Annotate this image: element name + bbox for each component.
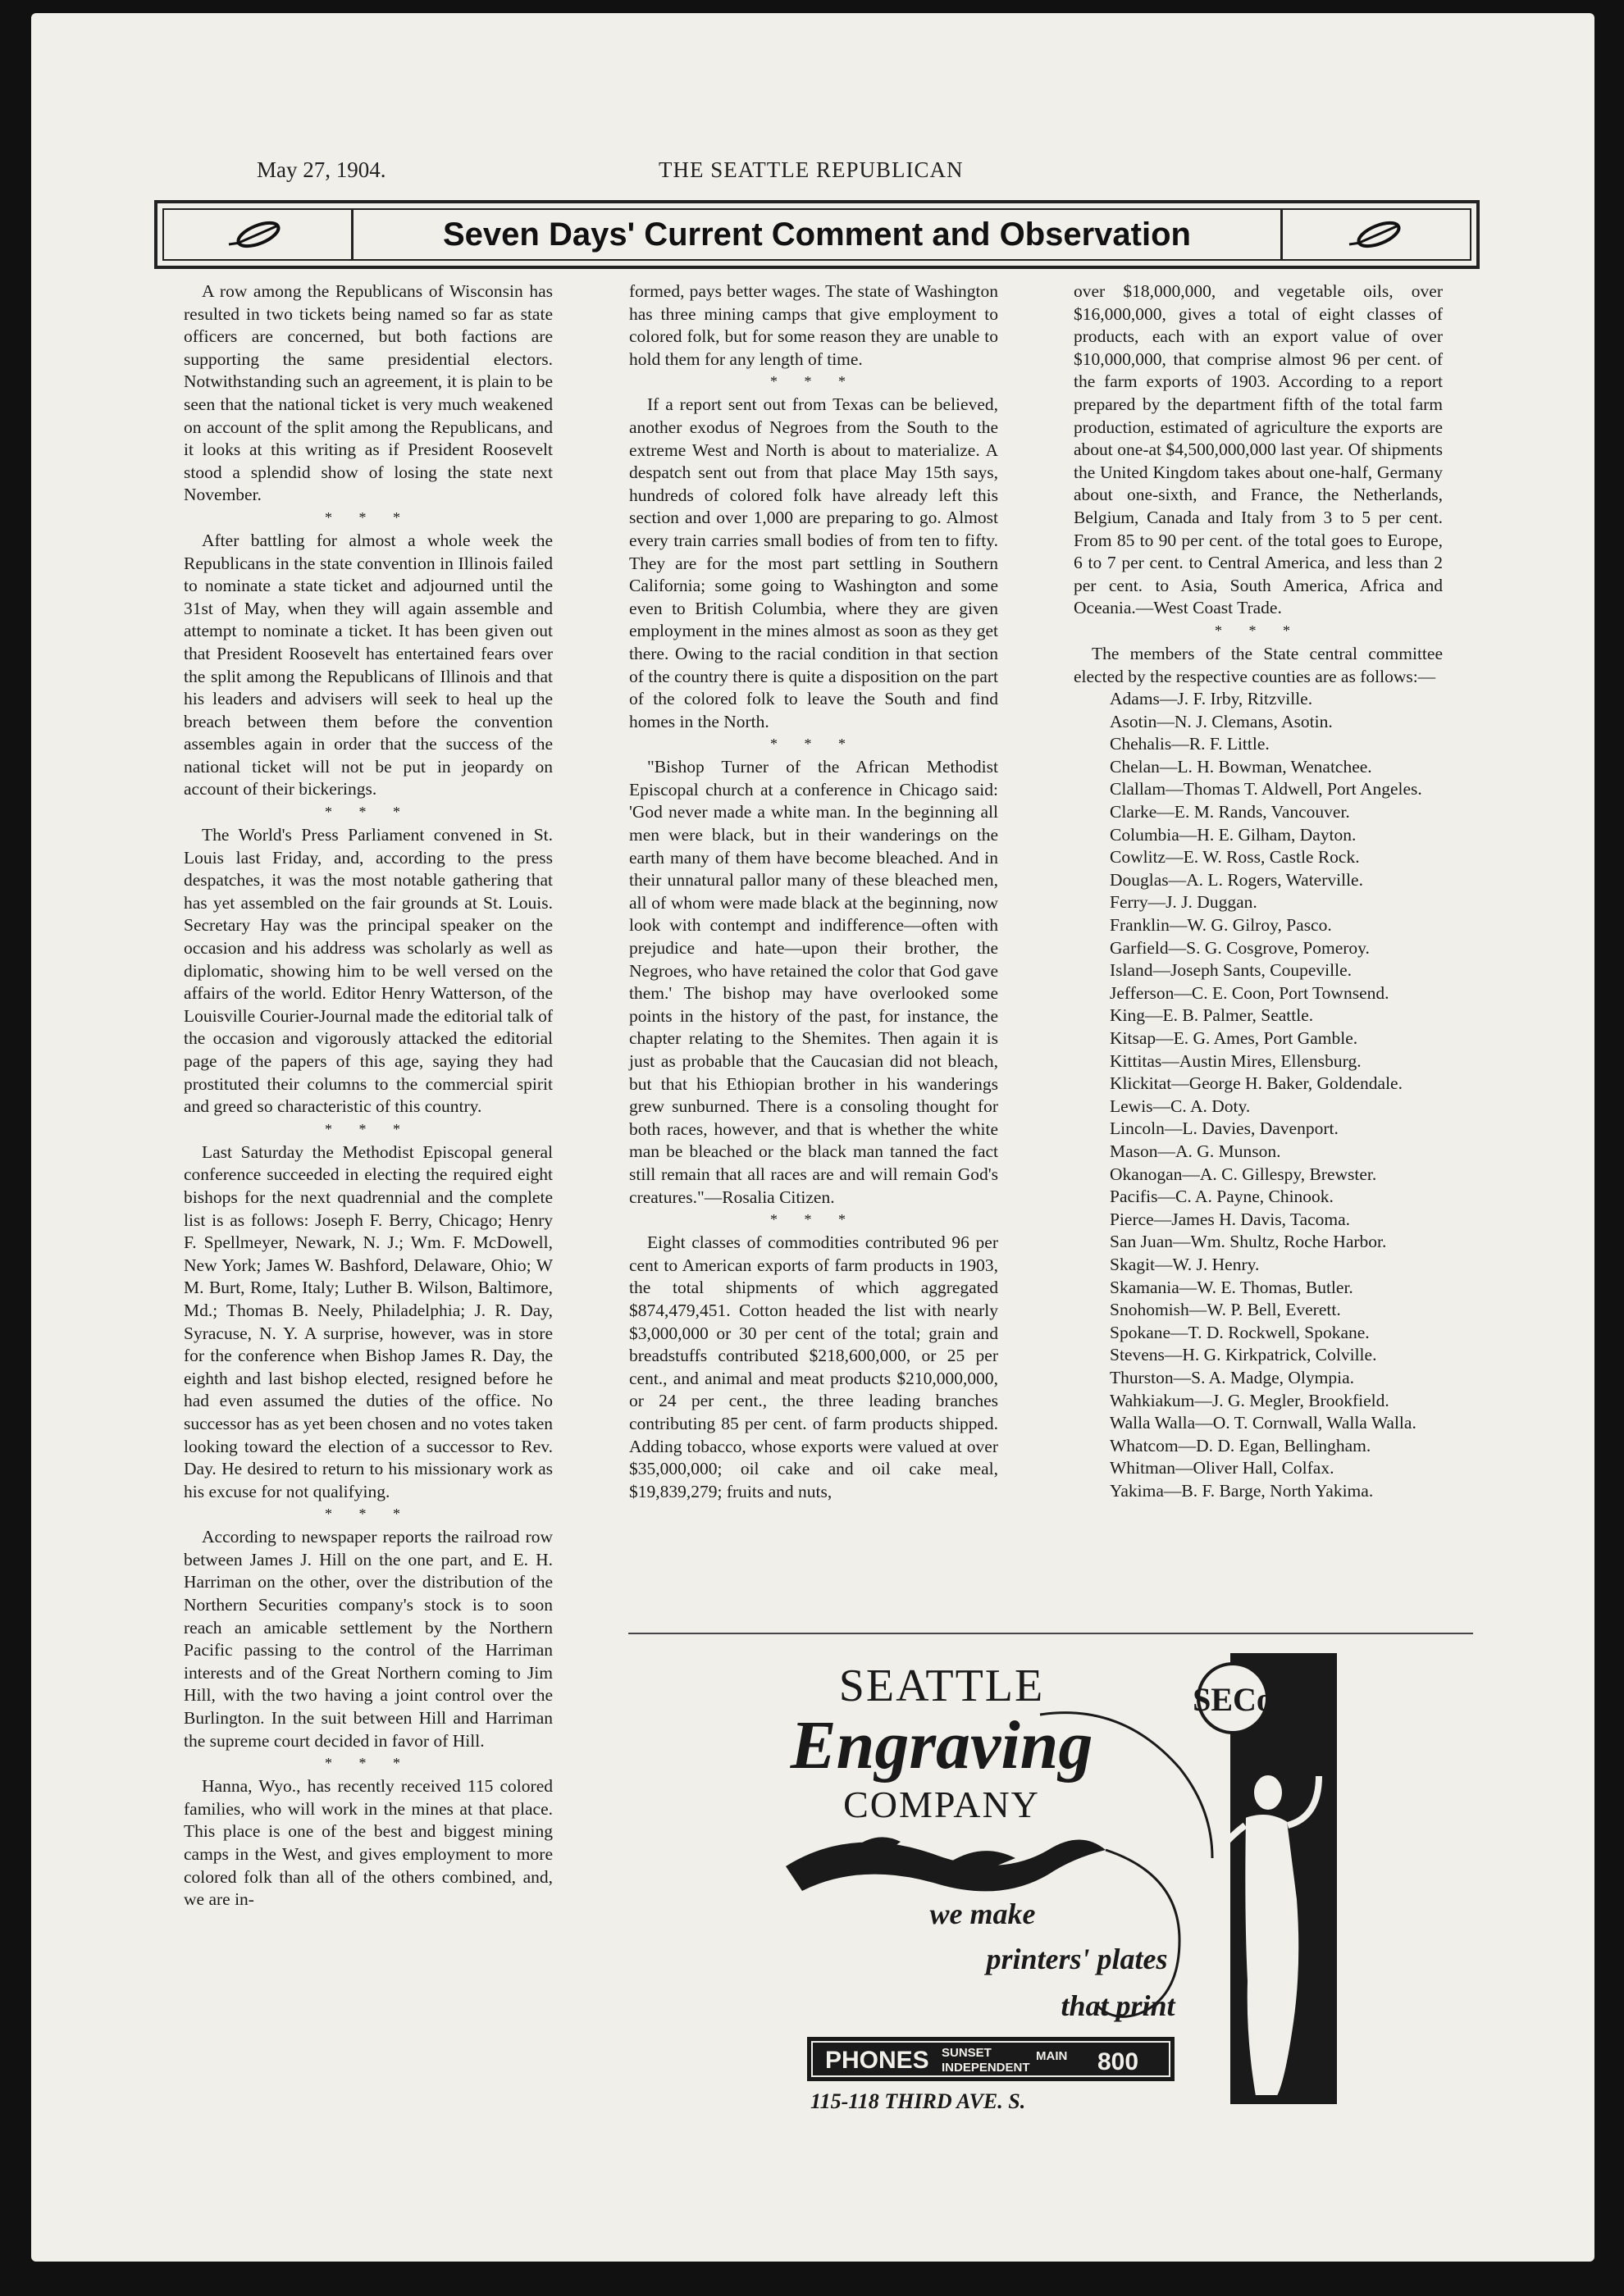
ad-artwork	[753, 1653, 1360, 2129]
county-list	[1074, 688, 1443, 1502]
county-entry: Yakima—B. F. Barge, North Yakima.	[1110, 1480, 1374, 1501]
leaf-ornament-icon	[1280, 208, 1471, 261]
county-entry: Skamania—W. E. Thomas, Butler.	[1110, 1277, 1353, 1297]
ad-slogan-1: we make	[929, 1897, 1036, 1930]
ad-monogram: SECo	[1193, 1681, 1273, 1718]
banner-title: Seven Days' Current Comment and Observation	[443, 216, 1191, 253]
separator: * * *	[770, 736, 857, 753]
seattle-engraving-ad	[753, 1653, 1360, 2129]
county-entry: Pacifis—C. A. Payne, Chinook.	[1110, 1187, 1334, 1207]
county-entry: Clarke—E. M. Rands, Vancouver.	[1110, 802, 1350, 822]
article-press-parliament: The World's Press Parliament convened in St. Louis last Friday, and, according to the press despatches, it was the most notable gathering that has yet assembled on the fair grounds at St. Louis. Secretary Hay was the principal speaker on the occasion and his address was scholarly as well as diplomatic, showing him to be well versed on the affairs of the world. Editor Henry Watterson, of the Louisville Courier-Journal made the editorial talk of the occasion and vigorously attacked the editorial page of the papers of this age, saying they had prostituted their columns to the commercial spirit and greed so characteristic of this country.	[184, 825, 553, 1117]
ad-line-company: COMPANY	[843, 1784, 1040, 1825]
ad-slogan-3: that print	[1061, 1989, 1175, 2022]
county-entry: Garfield—S. G. Cosgrove, Pomeroy.	[1110, 937, 1370, 958]
leaf-ornament-icon	[162, 208, 354, 261]
county-entry: Wahkiakum—J. G. Megler, Brookfield.	[1110, 1390, 1389, 1410]
ad-phones-number: 800	[1097, 2048, 1139, 2075]
article-farm-exports: Eight classes of commodities contributed 96 per cent to American exports of farm products in 1903, the total shipments of which aggregated $874,479,451. Cotton headed the list with nearly $3,000,000 or 30 per cent of the total; grain and breadstuffs contributed $218,600,000, or 25 per cent., and animal and meat products $210,000,000, or 24 per cent., the three leading branches contributing 85 per cent. of farm products shipped. Adding tobacco, whose exports were valued at over $35,000,000; oil cake and oil cake meal, $19,839,279; fruits and nuts,	[629, 1232, 998, 1501]
county-entry: Franklin—W. G. Gilroy, Pasco.	[1110, 915, 1332, 936]
article-bishop-turner: "Bishop Turner of the African Methodist Episcopal church at a conference in Chicago said: 'God never made a white man. In the beginning all men were black, but in their wanderings on the earth many of them have become bleached. And in their unnatural pallor many of these bleached men, all of whom were made black at the beginning, now look with contempt and indifference—often with prejudice and hate—upon their brother, the Negroes, who have retained the color that God gave them.' The bishop may have overlooked some points in the history of the past, for instance, the chapter relating to the Shemites. Then again it is just as probable that the Caucasian did not bleach, but that his Ethiopian brother in his wanderings grew sunburned. There is a consoling thought for both races, however, and that is whether the white man be bleached or the black man tanned the fact still remain that all races are and will remain God's creatures."—Rosalia Citizen.	[629, 757, 998, 1207]
column-2	[629, 280, 998, 1503]
column-rule	[628, 1633, 1473, 1634]
column-1	[184, 280, 553, 1911]
county-entry: Island—Joseph Sants, Coupeville.	[1110, 960, 1353, 981]
article-methodist-bishops: Last Saturday the Methodist Episcopal general conference succeeded in electing the required eight bishops for the next quadrennial and the complete list is as follows: Joseph F. Berry, Chicago; Henry F. Spellmeyer, Newark, N. J.; Wm. F. McDowell, New York; James W. Bashford, Delaware, Ohio; W M. Burt, Rome, Italy; Luther B. Wilson, Baltimore, Md.; Thomas B. Neely, Philadelphia; J. R. Day, Syracuse, N. Y. A surprise, however, was in store for the conference when Bishop James R. Day, the eighth and last bishop elected, resigned before he had even assumed the duties of the office. No successor has as yet been chosen and no votes taken looking toward the election of a successor to Rev. Day. He desired to return to his missionary work as his excuse for not qualifying.	[184, 1141, 553, 1501]
ad-slogan-2: printers' plates	[986, 1943, 1168, 1975]
county-entry: Lincoln—L. Davies, Davenport.	[1110, 1118, 1339, 1139]
county-entry: Walla Walla—O. T. Cornwall, Walla Walla.	[1110, 1413, 1416, 1433]
county-entry: Okanogan—A. C. Gillespy, Brewster.	[1110, 1164, 1377, 1184]
article-wisconsin: A row among the Republicans of Wisconsin has resulted in two tickets being named so far as state officers are concerned, but both factions are supporting the same presidential electors. Notwithstanding such an agreement, it is plain to be seen that the national ticket is very much weakened on account of the split among the Republicans, and it looks at this writing as if President Roosevelt stood a splendid show of losing the state next November.	[184, 281, 553, 505]
newspaper-page	[31, 13, 1594, 2262]
county-entry: Whitman—Oliver Hall, Colfax.	[1110, 1458, 1334, 1478]
county-entry: Lewis—C. A. Doty.	[1110, 1096, 1251, 1116]
ad-address: 115-118 THIRD AVE. S.	[810, 2089, 1026, 2113]
county-entry: Cowlitz—E. W. Ross, Castle Rock.	[1110, 847, 1360, 868]
county-entry: Snohomish—W. P. Bell, Everett.	[1110, 1300, 1341, 1320]
ad-phones-sunset: SUNSET	[942, 2046, 992, 2060]
separator: * * *	[325, 1755, 412, 1772]
ad-line-seattle: SEATTLE	[838, 1660, 1045, 1711]
county-entry: Whatcom—D. D. Egan, Bellingham.	[1110, 1435, 1371, 1456]
county-entry: Jefferson—C. E. Coon, Port Townsend.	[1110, 982, 1389, 1003]
running-head	[257, 157, 1446, 190]
ad-line-engraving: Engraving	[790, 1707, 1093, 1784]
issue-date: May 27, 1904.	[257, 157, 386, 182]
ad-phones-independent: INDEPENDENT	[942, 2061, 1030, 2075]
article-central-committee: The members of the State central committee elected by the respective counties are as follows:—	[1074, 643, 1443, 686]
county-entry: San Juan—Wm. Shultz, Roche Harbor.	[1110, 1232, 1387, 1252]
article-hanna-continued: formed, pays better wages. The state of Washington has three mining camps that give employment to colored folk, but for some reason they are unable to hold them for any length of time.	[629, 281, 998, 369]
separator: * * *	[325, 1120, 412, 1137]
county-entry: Stevens—H. G. Kirkpatrick, Colville.	[1110, 1345, 1377, 1365]
county-entry: Chehalis—R. F. Little.	[1110, 734, 1270, 754]
county-entry: Adams—J. F. Irby, Ritzville.	[1110, 689, 1313, 709]
article-farm-exports-continued: over $18,000,000, and vegetable oils, over $16,000,000, gives a total of eight classes of products, each with an export value of over $10,000,000, that comprise almost 96 per cent. of the farm exports of 1903. According to a report prepared by the department fifth of the total farm production, estimated of agriculture the exports are about one-at $4,500,000,000 last year. Of shipments the United Kingdom takes about one-half, Germany about one-sixth, and France, the Netherlands, Belgium, Canada and Italy from 3 to 5 per cent. From 85 to 90 per cent. of the total goes to Europe, 6 to 7 per cent. to Central America, and less than 2 per cent. to Asia, South America, Africa and Oceania.—West Coast Trade.	[1074, 281, 1443, 618]
article-railroad-row: According to newspaper reports the railroad row between James J. Hill on the one part, and E. H. Harriman on the other, over the distribution of the Northern Securities company's stock is to soon reach an amicable settlement by the Northern Pacific passing to the control of the Harriman interests and of the Great Northern coming to Jim Hill, with the two having a joint control over the Burlington. In the suit between Hill and Harriman the supreme court decided in favor of Hill.	[184, 1527, 553, 1751]
county-entry: Kitsap—E. G. Ames, Port Gamble.	[1110, 1028, 1358, 1048]
ad-phones-main: MAIN	[1036, 2049, 1068, 2063]
county-entry: Columbia—H. E. Gilham, Dayton.	[1110, 824, 1357, 845]
column-3	[1074, 280, 1443, 1502]
article-illinois: After battling for almost a whole week the Republicans in the state convention in Illinois failed to nominate a state ticket and adjourned until the 31st of May, when they will again assemble and attempt to nominate a ticket. It has been given out that President Roosevelt has entertained fears over the split among the Republicans of Illinois and that his leaders and advisers will seek to heal up the breach between them before the convention assembles again in order that the success of the national ticket will not be put in jeopardy on account of their bickerings.	[184, 530, 553, 800]
county-entry: Spokane—T. D. Rockwell, Spokane.	[1110, 1322, 1370, 1342]
separator: * * *	[1215, 622, 1302, 639]
county-entry: Asotin—N. J. Clemans, Asotin.	[1110, 711, 1333, 731]
county-entry: Pierce—James H. Davis, Tacoma.	[1110, 1209, 1351, 1229]
county-entry: Klickitat—George H. Baker, Goldendale.	[1110, 1073, 1403, 1094]
separator: * * *	[770, 1211, 857, 1228]
county-entry: King—E. B. Palmer, Seattle.	[1110, 1005, 1314, 1026]
county-entry: Thurston—S. A. Madge, Olympia.	[1110, 1367, 1354, 1387]
paper-name: THE SEATTLE REPUBLICAN	[659, 157, 964, 182]
acanthus-scroll-icon	[786, 1837, 1106, 1891]
separator: * * *	[325, 804, 412, 821]
section-banner	[154, 200, 1480, 269]
article-hanna-wyo: Hanna, Wyo., has recently received 115 colored families, who will work in the mines at that place. This place is one of the best and biggest mining camps in the West, and gives employment to more colored folk than all of the others combined, and, we are in-	[184, 1776, 553, 1910]
county-entry: Chelan—L. H. Bowman, Wenatchee.	[1110, 756, 1372, 777]
article-texas-exodus: If a report sent out from Texas can be believed, another exodus of Negroes from the South to the extreme West and North is about to materialize. A despatch sent out from that place May 15th says, hundreds of colored folk have already left this section and over 1,000 are preparing to go. Almost every train carries small bodies of from ten to fifty. They are for the most part settling in Southern California; some going to Washington and some even to British Columbia, where they are given employment in the mines almost as soon as they get there. Owing to the racial condition in that section of the country there is quite a disposition on the part of the colored folk to leave the South and find homes in the North.	[629, 394, 998, 731]
separator: * * *	[770, 373, 857, 390]
separator: * * *	[325, 1506, 412, 1523]
county-entry: Skagit—W. J. Henry.	[1110, 1254, 1260, 1274]
county-entry: Ferry—J. J. Duggan.	[1110, 892, 1257, 913]
separator: * * *	[325, 508, 412, 526]
county-entry: Douglas—A. L. Rogers, Waterville.	[1110, 869, 1363, 890]
county-entry: Clallam—Thomas T. Aldwell, Port Angeles.	[1110, 779, 1422, 800]
ad-phones-label: PHONES	[825, 2047, 929, 2074]
county-entry: Kittitas—Austin Mires, Ellensburg.	[1110, 1050, 1362, 1071]
county-entry: Mason—A. G. Munson.	[1110, 1141, 1281, 1161]
